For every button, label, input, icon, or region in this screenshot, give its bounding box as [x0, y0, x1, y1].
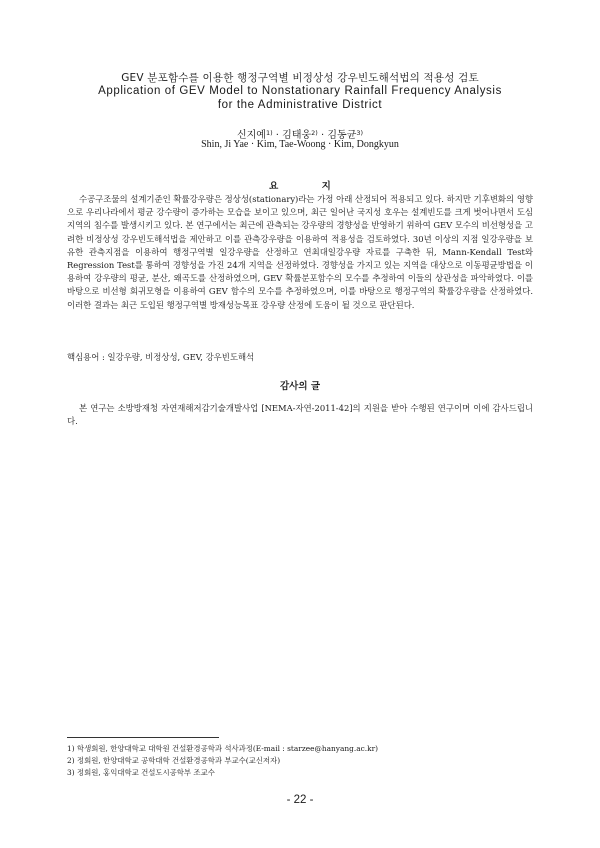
title-english: [40, 84, 560, 112]
title-english-line-2: for the Administrative District: [217, 99, 383, 111]
abstract-heading: 요 지: [269, 181, 351, 192]
footnote-divider: [67, 737, 219, 738]
author-1-mark: 1): [265, 129, 273, 137]
acknowledgement-heading: 감사의 글: [279, 381, 320, 392]
footnote-1: 1) 학생회원, 한양대학교 대학원 건설환경공학과 석사과정(E-mail : starzee@hanyang.ac.kr): [67, 744, 379, 753]
author-2-name: 김태웅: [282, 130, 312, 141]
page-number: - 22 -: [286, 794, 314, 806]
author-2-mark: 2): [311, 129, 318, 137]
footnote-2: 2) 정회원, 한양대학교 공학대학 건설환경공학과 부교수(교신저자): [67, 756, 281, 766]
abstract-text: 수공구조물의 설계기준인 확률강우량은 정상성(stationary)라는 가정 아래 산정되어 적용되고 있다. 하지만 기후변화의 영향으로 우리나라에서 평균 강수량이 증가하는 모습을 보이고 있으며, 최근 일어난 국지성 호우는 설계빈도를 크게 벗어나면서 도심지역의 침수를 발생시키고 있다. 본 연구에서는 최근에 관측되는 강우량의 경향성을 반영하기 위하여 GEV 모수의 비선형성을 고려한 비정상성 강우빈도해석법을 제안하고 이를 관측강우량을 이용하여 적용성을 검토하였다. 30년 이상의 지점 일강우량을 보유한 관측지점을 이용하여 행정구역별 일강우량을 산정하고 연최대일강우량 자료를 구축한 뒤, Mann-Kendall Test와 Regression Test를 통하여 경향성을 가진 24개 지역을 선정하였다. 경향성을 가지고 있는 지역을 대상으로 이동평균방법을 이용하여 강우량의 평균, 분산, 왜곡도를 산정하였으며, GEV 확률분포함수의 모수를 추정하여 이들의 상관성을 파악하였다. 이를 바탕으로 비선형 회귀모형을 이용하여 GEV 함수의 모수를 추정하였으며, 이를 바탕으로 행정구역의 확률강우량을 산정하였다. 이러한 결과는 최근 도입된 행정구역별 방재성능목표 강우량 산정에 도움이 될 것으로 판단된다.: [67, 194, 533, 310]
footnotes: [67, 743, 533, 780]
author-3-name: 김동균: [327, 130, 357, 141]
authors-english: Shin, Ji Yae · Kim, Tae-Woong · Kim, Dongkyun: [201, 139, 399, 150]
footnote-3: 3) 정회원, 홍익대학교 건설도시공학부 조교수: [67, 768, 215, 778]
keywords: 핵심용어 : 일강우량, 비정상성, GEV, 강우빈도해석: [67, 352, 255, 362]
author-3-mark: 3): [356, 129, 364, 137]
title-korean: GEV 분포함수를 이용한 행정구역별 비정상성 강우빈도해석법의 적용성 검토: [121, 72, 479, 84]
acknowledgement-text: 본 연구는 소방방재청 자연재해저감기술개발사업 [NEMA-자연-2011-42]의 지원을 받아 수행된 연구이며 이에 감사드립니다.: [67, 403, 533, 427]
author-separator: ·: [275, 130, 279, 141]
author-separator: ·: [321, 130, 325, 141]
author-1-name: 신지예: [236, 130, 266, 141]
title-english-line-1: Application of GEV Model to Nonstationary Rainfall Frequency Analysis: [98, 85, 502, 97]
